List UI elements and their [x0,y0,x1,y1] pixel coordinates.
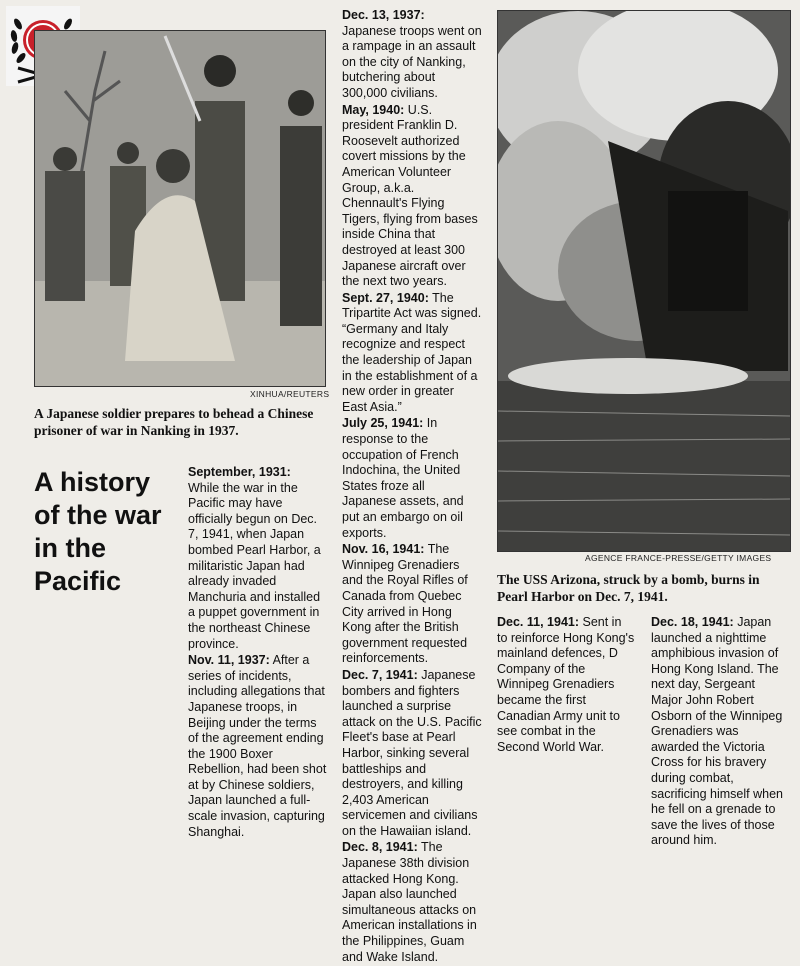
entry-text: In response to the occupation of French Indochina, the United States froze all Japanese assets, and put an embargo on oil exports. [342,416,464,540]
timeline-entry [342,840,482,965]
entry-text: The Japanese 38th division attacked Hong Kong. Japan also launched simultaneous attacks on American installations in the Philippines, Guam and Wake Island. [342,840,477,964]
entry-date: Nov. 11, 1937: [188,653,270,668]
photo-caption-right: The USS Arizona, struck by a bomb, burns in Pearl Harbor on Dec. 7, 1941. [497,572,760,604]
photo-caption-left: A Japanese soldier prepares to behead a Chinese prisoner of war in Nanking in 1937. [34,406,314,438]
entry-date: Dec. 8, 1941: [342,840,418,855]
timeline-entry [342,8,482,102]
entry-text: Japan launched a nighttime amphibious invasion of Hong Kong Island. The next day, Sergeant Major John Robert Osborn of the Winnipeg Grenadiers was awarded the Victoria Cross for his bravery during combat, sacrificing himself when he fell on a grenade to save the lives of those around him. [651,615,783,848]
soldier-scene-icon [35,31,325,386]
timeline-entry [651,615,789,849]
entry-text: The Tripartite Act was signed. “Germany and Italy recognize and respect the leadership of Japan in the establishment of a new order in greater East Asia.” [342,290,482,414]
burning-ship-icon [498,11,790,551]
entry-date: Sept. 27, 1940: [342,290,429,305]
timeline-entry [342,668,482,840]
timeline-column-2 [342,8,482,966]
entry-date: Nov. 16, 1941: [342,542,425,557]
entry-date: Dec. 11, 1941: [497,615,580,629]
entry-text: After a series of incidents, including allegations that Japanese troops, in Beijing under the terms of the agreement ending the 1900 Boxer Rebellion, had been shot at by Chinese soldiers, Japan launched a full-scale invasion, capturing Shanghai. [188,653,327,839]
entry-date: September, 1931: [188,465,291,479]
timeline-entry [342,416,482,541]
uss-arizona-photo [497,10,791,552]
entry-date: Dec. 7, 1941: [342,667,418,682]
photo-credit-left: XINHUA/REUTERS [250,389,330,399]
photo-credit-right: AGENCE FRANCE-PRESSE/GETTY IMAGES [585,553,772,563]
timeline-column-4 [651,615,789,850]
timeline-entry [497,615,635,755]
timeline-column-3 [497,615,635,756]
entry-date: Dec. 18, 1941: [651,615,734,629]
entry-text: Japanese troops went on a rampage in an assault on the city of Nanking, butchering about 300,000 civilians. [342,23,482,100]
entry-text: Japanese bombers and fighters launched a surprise attack on the U.S. Pacific Fleet's base at Pearl Harbor, sinking several battleships and destroyers, and killing 2,403 American servicemen and civilians on the Hawaiian island. [342,667,482,838]
entry-text: Sent in to reinforce Hong Kong's mainland defences, D Company of the Winnipeg Grenadiers became the first Canadian Army unit to see combat in the Second World War. [497,615,635,754]
article-headline: A history of the war in the Pacific [34,467,162,596]
entry-date: Dec. 13, 1937: [342,8,425,22]
timeline-entry [342,542,482,667]
timeline-column-1 [188,465,328,841]
nanking-photo [34,30,326,387]
timeline-entry [342,291,482,416]
timeline-entry [342,103,482,290]
entry-text: While the war in the Pacific may have officially begun on Dec. 7, 1941, when Japan bombed Pearl Harbor, a militaristic Japan had already invaded Manchuria and installed a puppet government in the northeast Chinese province. [188,480,321,651]
timeline-entry [188,653,328,840]
entry-text: The Winnipeg Grenadiers and the Royal Rifles of Canada from Quebec City arrived in Hong Kong after the British government requested reinforcements. [342,542,468,666]
entry-date: May, 1940: [342,102,405,117]
timeline-entry [188,465,328,652]
entry-text: U.S. president Franklin D. Roosevelt authorized covert missions by the American Volunteer Group, a.k.a. Chennault's Flying Tigers, flying from bases inside China that destroyed at least 300 Japanese aircraft over the next two years. [342,102,478,289]
entry-date: July 25, 1941: [342,416,424,431]
